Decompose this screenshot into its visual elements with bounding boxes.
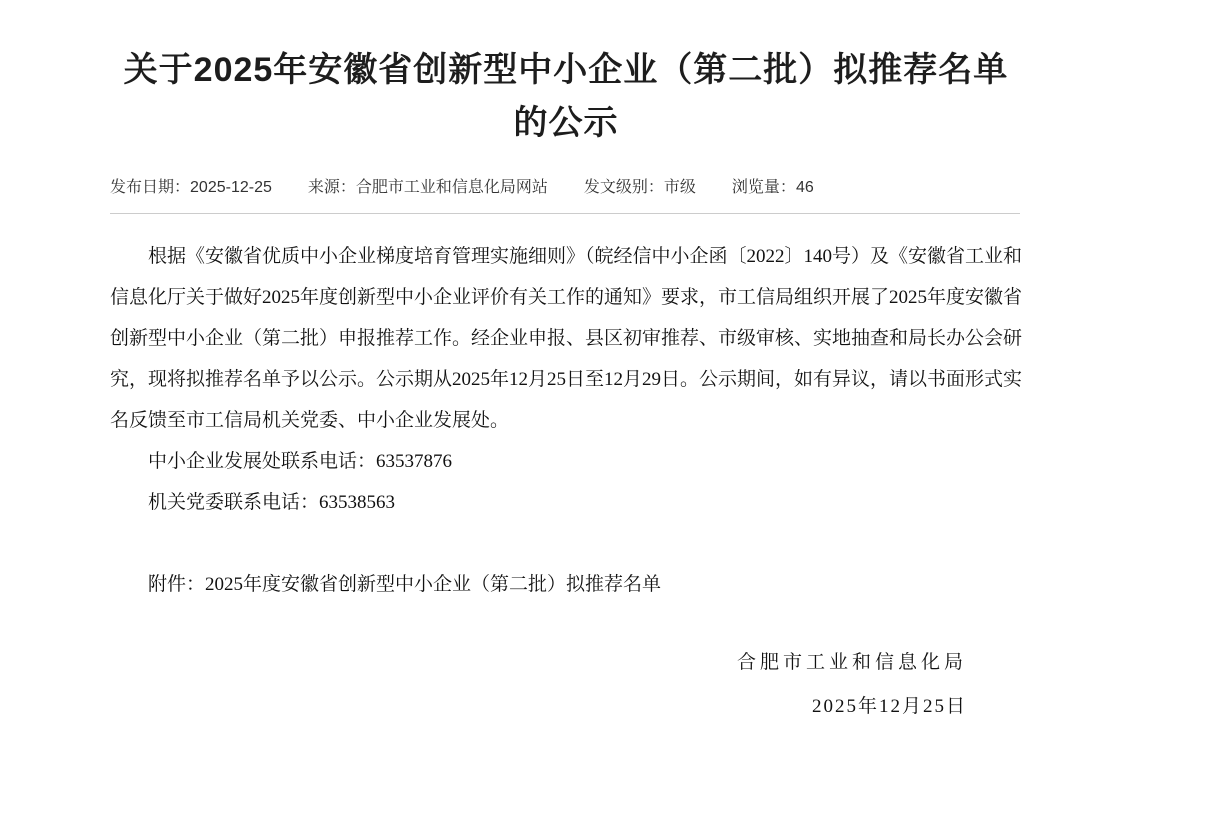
announcement-paragraph: 根据《安徽省优质中小企业梯度培育管理实施细则》（皖经信中小企函〔2022〕140号）及《安徽省工业和信息化厅关于做好2025年度创新型中小企业评价有关工作的通知》要求，市工信局组织开展了2025年度安徽省创新型中小企业（第二批）申报推荐工作。经企业申报、县区初审推荐、市级审核、实地抽查和局长办公会研究，现将拟推荐名单予以公示。公示期从2025年12月25日至12月29日。公示期间，如有异议，请以书面形式实名反馈至市工信局机关党委、中小企业发展处。 — [110, 246, 1023, 431]
view-count-value: 46 — [795, 179, 814, 196]
party-committee-phone-line: 机关党委联系电话：63538563 — [148, 492, 396, 513]
doc-level — [584, 174, 696, 197]
signature-date: 2025年12月25日 — [811, 696, 967, 717]
publish-date-value: 2025-12-25 — [190, 179, 272, 196]
doc-level-label: 发文级别： — [583, 179, 664, 196]
publish-date — [110, 174, 272, 197]
view-count — [732, 174, 814, 197]
article-body — [110, 236, 1022, 727]
source — [308, 174, 548, 197]
signature-block — [110, 642, 1022, 727]
announcement-page — [110, 0, 1022, 727]
page-title: 关于2025年安徽省创新型中小企业（第二批）拟推荐名单的公示 — [123, 51, 1009, 142]
signature-agency: 合肥市工业和信息化局 — [736, 652, 967, 673]
view-count-label: 浏览量： — [731, 179, 796, 196]
meta-divider — [110, 213, 1020, 214]
source-label: 来源： — [307, 179, 356, 196]
sme-division-phone-line: 中小企业发展处联系电话：63537876 — [148, 451, 453, 472]
article-meta-row — [110, 174, 1022, 197]
publish-date-label: 发布日期： — [110, 179, 191, 196]
source-value: 合肥市工业和信息化局网站 — [355, 179, 548, 196]
attachment-link[interactable]: 附件：2025年度安徽省创新型中小企业（第二批）拟推荐名单 — [148, 574, 662, 595]
doc-level-value: 市级 — [663, 179, 696, 196]
